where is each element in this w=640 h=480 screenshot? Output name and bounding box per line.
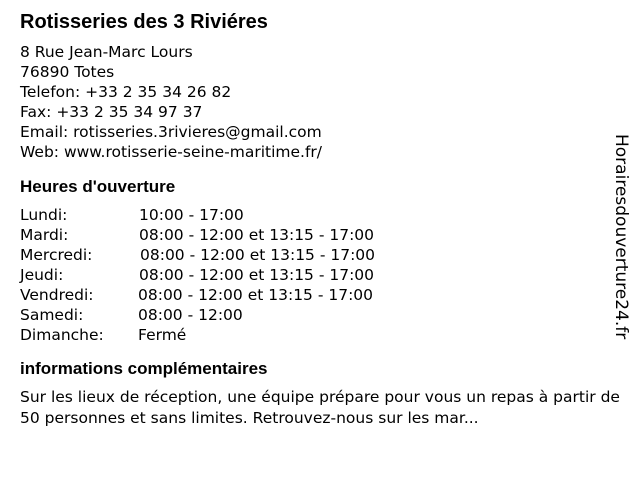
phone-line: Telefon: +33 2 35 34 26 82 — [20, 83, 232, 101]
day-label: Vendredi: — [20, 286, 94, 304]
street-address: 8 Rue Jean-Marc Lours — [20, 43, 193, 61]
business-name: Rotisseries des 3 Riviéres — [20, 11, 268, 33]
fax-line: Fax: +33 2 35 34 97 37 — [20, 103, 203, 121]
email-line: Email: rotisseries.3rivieres@gmail.com — [20, 123, 322, 141]
hours-row-jeudi — [20, 265, 620, 285]
day-label: Mardi: — [20, 226, 69, 244]
info-description: Sur les lieux de réception, une équipe prépare pour vous un repas à partir de 50 personnes et sans limites. Retrouvez-nous sur les mar... — [20, 388, 620, 427]
day-label: Mercredi: — [20, 246, 93, 264]
day-label: Jeudi: — [20, 266, 64, 284]
hours-row-lundi — [20, 205, 620, 225]
hours-row-dimanche — [20, 325, 620, 345]
time-value: 08:00 - 12:00 — [138, 306, 243, 324]
day-label: Dimanche: — [20, 326, 104, 344]
hours-table — [20, 205, 620, 345]
hours-row-mercredi — [20, 245, 620, 265]
city-address: 76890 Totes — [20, 63, 115, 81]
time-value: Fermé — [138, 326, 187, 344]
time-value: 08:00 - 12:00 et 13:15 - 17:00 — [138, 286, 374, 304]
hours-row-vendredi — [20, 285, 620, 305]
info-heading: informations complémentaires — [20, 359, 268, 378]
site-watermark: Horairesdouverture24.fr — [611, 134, 631, 340]
hours-heading: Heures d'ouverture — [20, 177, 176, 196]
contact-block — [20, 42, 620, 162]
web-line: Web: www.rotisserie-seine-maritime.fr/ — [20, 143, 323, 161]
time-value: 08:00 - 12:00 et 13:15 - 17:00 — [140, 246, 376, 264]
hours-row-mardi — [20, 225, 620, 245]
hours-row-samedi — [20, 305, 620, 325]
time-value: 10:00 - 17:00 — [139, 206, 244, 224]
business-card — [20, 8, 620, 429]
time-value: 08:00 - 12:00 et 13:15 - 17:00 — [139, 266, 375, 284]
day-label: Samedi: — [20, 306, 84, 324]
time-value: 08:00 - 12:00 et 13:15 - 17:00 — [139, 226, 375, 244]
day-label: Lundi: — [20, 206, 68, 224]
